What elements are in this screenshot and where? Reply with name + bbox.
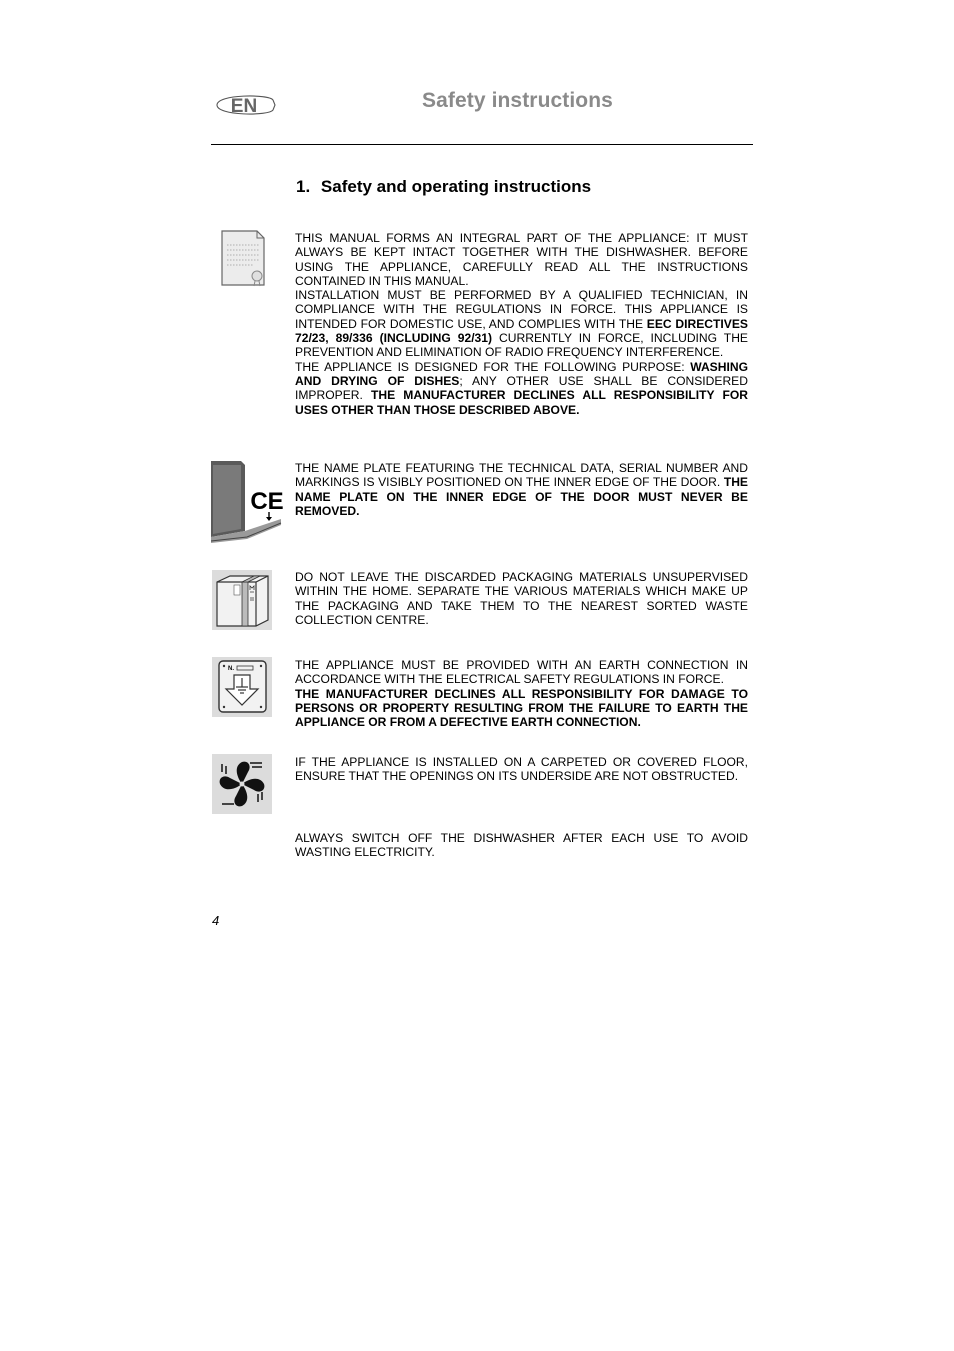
nameplate-text: THE NAME PLATE FEATURING THE TECHNICAL DATA, SERIAL NUMBER AND MARKINGS IS VISIBLY POSITIONED ON THE INNER EDGE OF THE DOOR. — [295, 461, 748, 490]
earth-plate-label: N. — [228, 666, 234, 672]
power-text-block — [295, 831, 748, 860]
earth-connection-icon — [212, 657, 272, 722]
name-plate-ce-icon — [211, 459, 283, 548]
ventilation-text-block — [295, 755, 748, 784]
packaging-box-icon — [212, 570, 272, 635]
earth-warning-bold: THE MANUFACTURER DECLINES ALL RESPONSIBILITY FOR DAMAGE TO PERSONS OR PROPERTY RESULTING FROM THE FAILURE TO EARTH THE APPLIANCE OR FROM A DEFECTIVE EARTH CONNECTION. — [295, 686, 748, 730]
manual-text-block — [295, 231, 748, 417]
nameplate-warning-bold: THE NAME PLATE ON THE INNER EDGE OF THE DOOR MUST NEVER BE REMOVED. — [295, 475, 748, 518]
packaging-text-block — [295, 570, 748, 627]
eec-directives-bold: EEC DIRECTIVES 72/23, 89/336 (INCLUDING 92/31) — [295, 316, 748, 346]
manual-paragraph-2 — [295, 288, 748, 359]
language-code: EN — [230, 96, 258, 117]
language-badge — [211, 89, 275, 120]
ventilation-paragraph: IF THE APPLIANCE IS INSTALLED ON A CARPETED OR COVERED FLOOR, ENSURE THAT THE OPENINGS ON ITS UNDERSIDE ARE NOT OBSTRUCTED. — [295, 755, 748, 784]
power-paragraph: ALWAYS SWITCH OFF THE DISHWASHER AFTER EACH USE TO AVOID WASTING ELECTRICITY. — [295, 831, 748, 860]
section-number: 1. — [296, 177, 311, 196]
nameplate-paragraph — [295, 461, 748, 518]
manual-p2-text-end: CURRENTLY IN FORCE, INCLUDING THE PREVENTION AND ELIMINATION OF RADIO FREQUENCY INTERFERENCE. — [295, 331, 748, 360]
page-number: 4 — [212, 913, 220, 928]
ventilation-fan-icon — [212, 754, 272, 819]
earth-paragraph-1: THE APPLIANCE MUST BE PROVIDED WITH AN EARTH CONNECTION IN ACCORDANCE WITH THE ELECTRICAL SAFETY REGULATIONS IN FORCE. — [295, 658, 748, 687]
section-title-text: Safety and operating instructions — [320, 177, 592, 196]
earth-text-block — [295, 658, 748, 729]
manual-p3-text-mid: ; ANY OTHER USE SHALL BE CONSIDERED IMPROPER. — [295, 373, 748, 403]
section-title — [296, 177, 591, 197]
earth-paragraph-2 — [295, 687, 748, 730]
manual-paragraph-3 — [295, 360, 748, 417]
manual-paragraph-1: THIS MANUAL FORMS AN INTEGRAL PART OF THE APPLIANCE: IT MUST ALWAYS BE KEPT INTACT TOGETHER WITH THE DISHWASHER. BEFORE USING THE APPLIANCE, CAREFULLY READ ALL THE INSTRUCTIONS CONTAINED IN THIS MANUAL. — [295, 231, 748, 288]
responsibility-bold: THE MANUFACTURER DECLINES ALL RESPONSIBILITY FOR USES OTHER THAN THOSE DESCRIBED ABOVE. — [295, 388, 749, 417]
purpose-bold: WASHING AND DRYING OF DISHES — [295, 359, 748, 388]
ce-mark: CE — [250, 488, 283, 515]
manual-document-icon — [219, 229, 267, 294]
packaging-paragraph: DO NOT LEAVE THE DISCARDED PACKAGING MATERIALS UNSUPERVISED WITHIN THE HOME. SEPARATE THE VARIOUS MATERIALS WHICH MAKE UP THE PACKAGING AND TAKE THEM TO THE NEAREST SORTED WASTE COLLECTION CENTRE. — [295, 570, 748, 627]
manual-p3-text: THE APPLIANCE IS DESIGNED FOR THE FOLLOWING PURPOSE: — [295, 359, 691, 374]
manual-p2-text: INSTALLATION MUST BE PERFORMED BY A QUALIFIED TECHNICIAN, IN COMPLIANCE WITH THE REGULATIONS IN FORCE. THIS APPLIANCE IS INTENDED FOR DOMESTIC USE, AND COMPLIES WITH THE — [295, 288, 748, 331]
page-header-title: Safety instructions — [422, 89, 613, 112]
nameplate-text-block — [295, 461, 748, 518]
header-divider — [211, 144, 753, 145]
